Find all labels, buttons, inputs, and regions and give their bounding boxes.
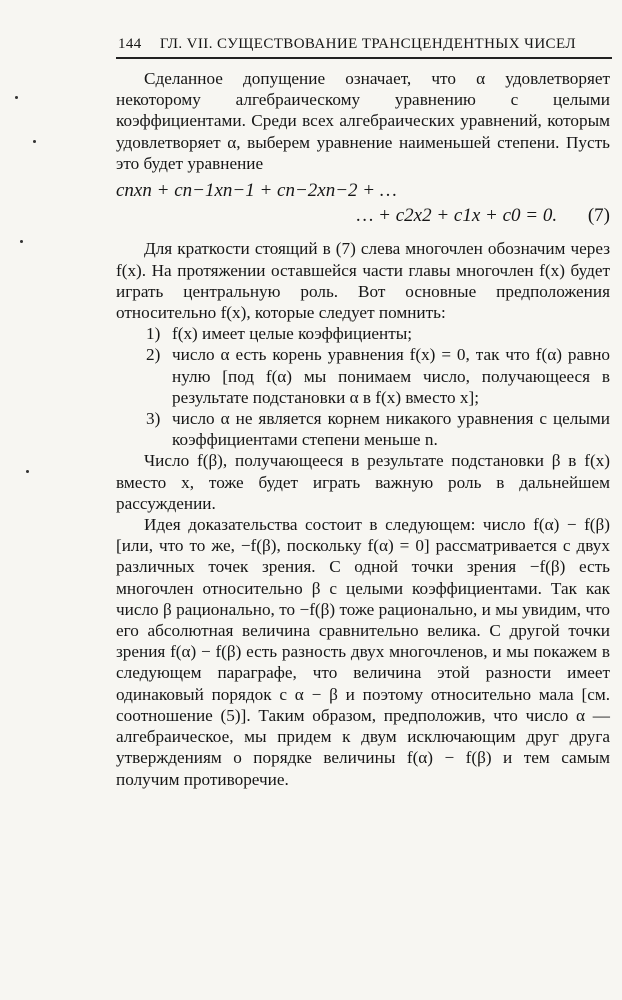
scan-speck <box>33 140 36 143</box>
paragraph-2: Для краткости стоящий в (7) слева многочлен обозначим через f(x). На протяжении оставшейся части главы многочлен f(x) будет играть центральную роль. Вот основные предположения относительно f(x), которые следует помнить: <box>116 239 610 323</box>
list-text: f(x) имеет целые коэффициенты; <box>172 324 413 344</box>
scan-speck <box>15 96 18 99</box>
header-rule <box>116 57 612 59</box>
paragraph-3: Число f(β), получающееся в результате подстановки β в f(x) вместо x, тоже будет играть важную роль в дальнейшем рассуждении. <box>116 451 610 513</box>
equation-line-1: cnxn + cn−1xn−1 + cn−2xn−2 + … <box>116 180 397 202</box>
list-item <box>116 344 610 408</box>
scan-speck <box>26 470 29 473</box>
running-header <box>118 36 612 53</box>
list-text: число α есть корень уравнения f(x) = 0, так что f(α) равно нулю [под f(α) мы понимаем число, получающееся в результате подстановки α в f(x) вместо x]; <box>172 345 610 407</box>
list-marker: 3) <box>146 409 161 429</box>
scan-speck <box>20 240 23 243</box>
paragraph-4: Идея доказательства состоит в следующем: число f(α) − f(β) [или, что то же, −f(β), поскольку f(α) = 0] рассматривается с двух различных точек зрения. С одной точки зрения −f(β) есть многочлен относительно β с целыми коэффициентами. Так как число β рационально, то −f(β) тоже рационально, и мы увидим, что его абсолютная величина сравнительно велика. С другой точки зрения f(α) − f(β) есть разность двух многочленов, и мы покажем в следующем параграфе, что величина этой разности имеет одинаковый порядок с α − β и поэтому относительно мала [см. соотношение (5)]. Таким образом, предположив, что число α — алгебраическое, мы придем к двум исключающим друг друга утверждениям о порядке величины f(α) − f(β) и тем самым получим противоречие. <box>116 515 610 789</box>
list-marker: 2) <box>146 345 161 365</box>
list-item <box>116 408 610 450</box>
list-item <box>116 323 610 344</box>
equation-number: (7) <box>587 205 610 227</box>
equation-body: … + c2x2 + c1x + c0 = 0. <box>356 205 558 227</box>
list-text: число α не является корнем никакого уравнения с целыми коэффициентами степени меньше n. <box>172 409 610 450</box>
paragraph-1: Сделанное допущение означает, что α удовлетворяет некоторому алгебраическому уравнению с целыми коэффициентами. Среди всех алгебраических уравнений, которым удовлетворяет α, выберем уравнение наименьшей степени. Пусть это будет уравнение <box>116 69 610 173</box>
assumption-list <box>116 323 610 450</box>
list-marker: 1) <box>146 324 161 344</box>
equation-line-2 <box>116 205 610 226</box>
body-text <box>116 68 610 790</box>
page-number: 144 <box>118 36 142 52</box>
running-title: ГЛ. VII. СУЩЕСТВОВАНИЕ ТРАНСЦЕНДЕНТНЫХ ЧИСЕЛ <box>159 36 576 52</box>
